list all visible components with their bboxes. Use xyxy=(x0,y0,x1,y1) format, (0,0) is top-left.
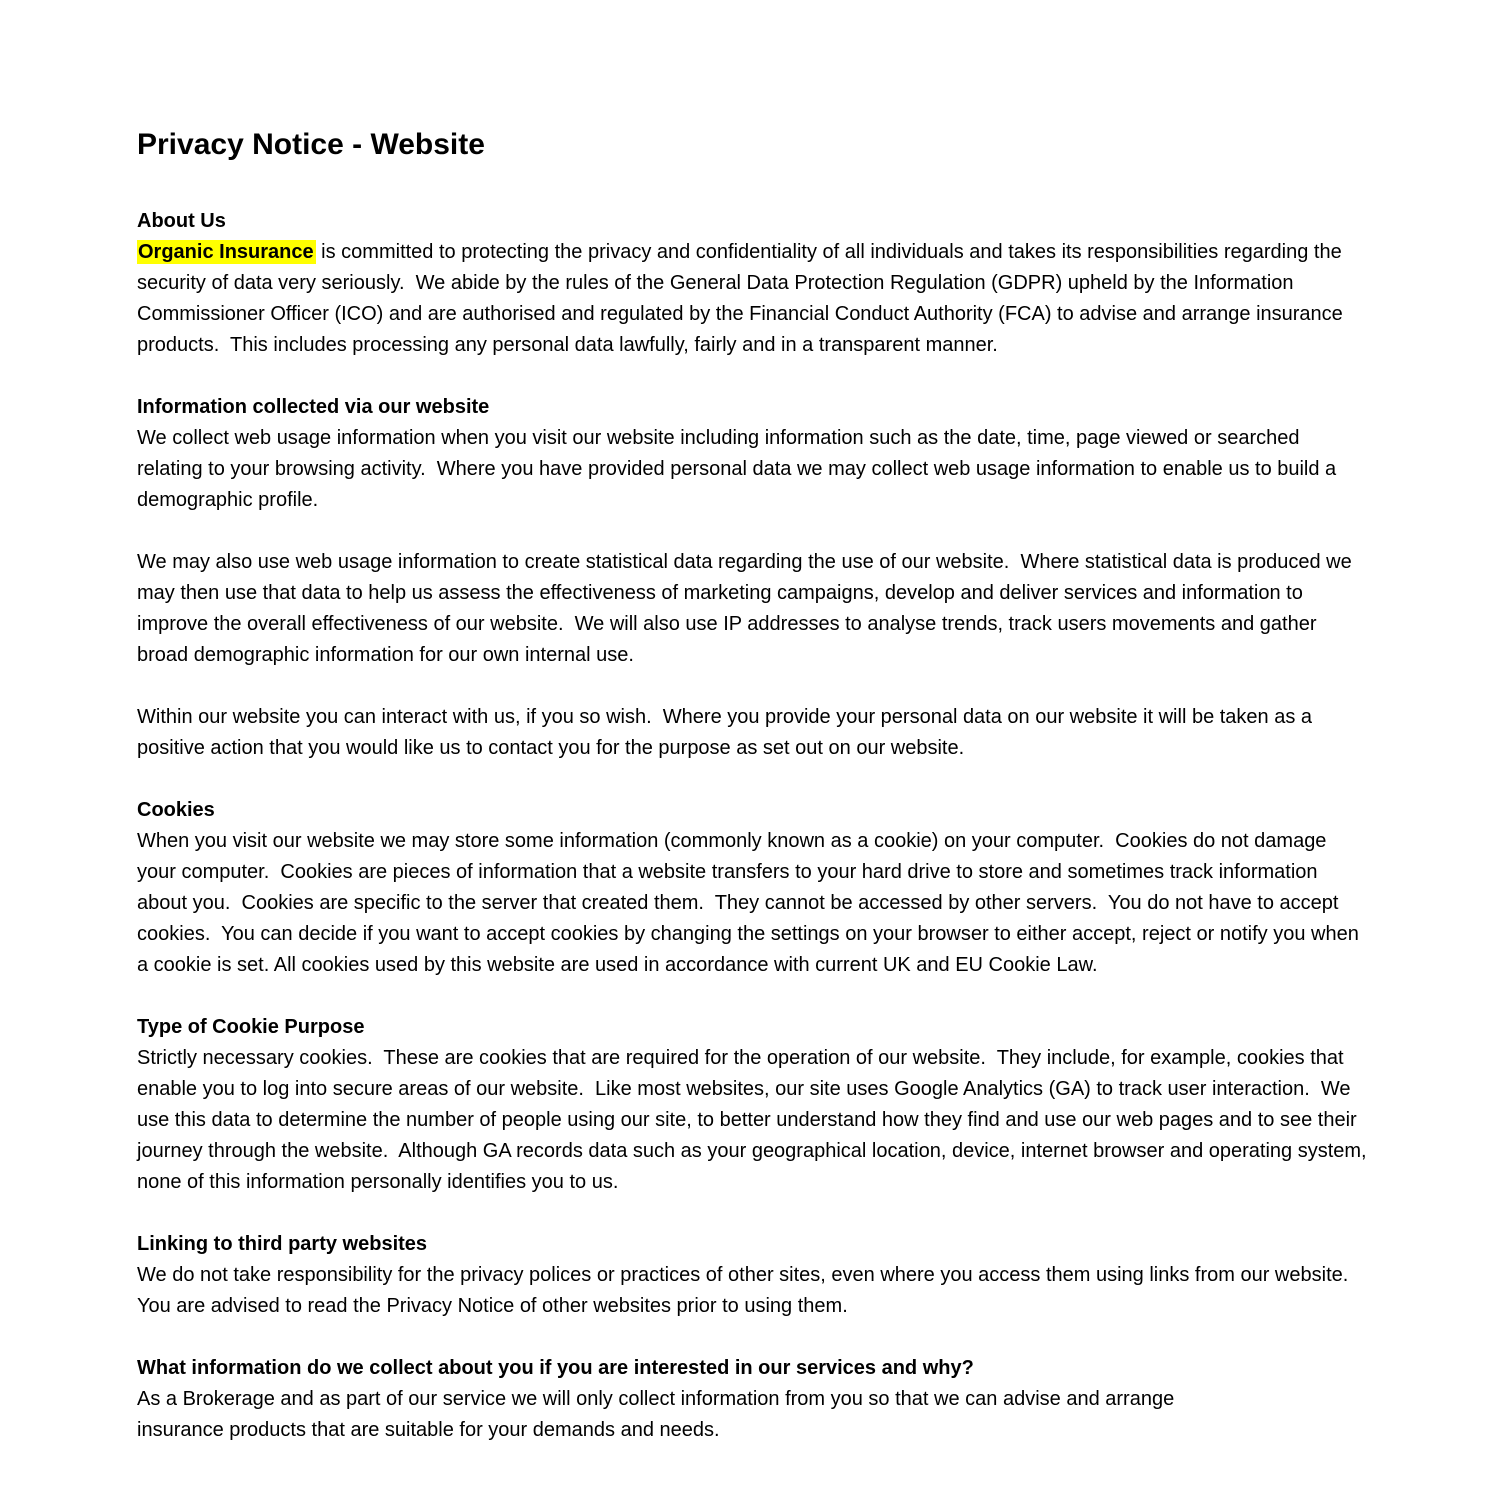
type-of-cookie-paragraph: Strictly necessary cookies. These are cookies that are required for the operation of our website. They include, for example, cookies that enable you to log into secure areas of our website. Like most websites, our site uses Google Analytics (GA) to track user interaction. We use this data to determine the number of people using our site, to better understand how they find and use our web pages and to see their journey through the website. Although GA records data such as your geographical location, device, internet browser and operating system, none of this information personally identifies you to us. xyxy=(137,1047,1373,1193)
page-title: Privacy Notice - Website xyxy=(137,128,485,161)
what-information-heading: What information do we collect about you if you are interested in our services and why? xyxy=(137,1357,974,1379)
cookies-heading: Cookies xyxy=(137,799,215,821)
organic-insurance-highlight: Organic Insurance xyxy=(138,241,314,263)
third-party-links-paragraph: We do not take responsibility for the privacy polices or practices of other sites, even where you access them using links from our website. You are advised to read the Privacy Notice of other websites prior to using them. xyxy=(137,1264,1360,1317)
information-collected-heading: Information collected via our website xyxy=(137,396,490,418)
about-us-heading: About Us xyxy=(137,210,226,232)
section-information-collected xyxy=(137,392,1368,764)
section-type-of-cookie xyxy=(137,1012,1373,1198)
third-party-links-heading: Linking to third party websites xyxy=(137,1233,428,1255)
information-collected-paragraph-2: We may also use web usage information to create statistical data regarding the use of our website. Where statistical data is produced we may then use that data to help us assess the effectiveness of marketing campaigns, develop and deliver services and information to improve the overall effectiveness of our website. We will also use IP addresses to analyse trends, track users movements and gather broad demographic information for our own internal use. xyxy=(137,551,1358,666)
information-collected-paragraph-3: Within our website you can interact with us, if you so wish. Where you provide your personal data on our website it will be taken as a positive action that you would like us to contact you for the purpose as set out on our website. xyxy=(137,706,1318,759)
information-collected-paragraph-1: We collect web usage information when you visit our website including information such as the date, time, page viewed or searched relating to your browsing activity. Where you have provided personal data we may collect web usage information to enable us to build a demographic profile. xyxy=(137,427,1342,511)
section-about-us xyxy=(137,206,1368,361)
what-information-paragraph-clipped: insurance products that are suitable for your demands and needs. xyxy=(137,1419,720,1441)
about-us-paragraph-text: is committed to protecting the privacy and confidentiality of all individuals and takes its responsibilities regarding the security of data very seriously. We abide by the rules of the General Data Protection Regulation (GDPR) upheld by the Information Commissioner Officer (ICO) and are authorised and regulated by the Financial Conduct Authority (FCA) to advise and arrange insurance products. This includes processing any personal data lawfully, fairly and in a transparent manner. xyxy=(137,241,1349,356)
section-what-information xyxy=(137,1353,1368,1446)
type-of-cookie-heading: Type of Cookie Purpose xyxy=(137,1016,365,1038)
section-third-party-links xyxy=(137,1229,1368,1322)
what-information-paragraph-1: As a Brokerage and as part of our service we will only collect information from you so that we can advise and arrange xyxy=(137,1388,1175,1410)
cookies-paragraph: When you visit our website we may store some information (commonly known as a cookie) on your computer. Cookies do not damage your computer. Cookies are pieces of information that a website transfers to your hard drive to store and sometimes track information about you. Cookies are specific to the server that created them. They cannot be accessed by other servers. You do not have to accept cookies. You can decide if you want to accept cookies by changing the settings on your browser to either accept, reject or notify you when a cookie is set. All cookies used by this website are used in accordance with current UK and EU Cookie Law. xyxy=(137,830,1365,976)
about-us-paragraph xyxy=(137,237,1368,361)
section-cookies xyxy=(137,795,1368,981)
